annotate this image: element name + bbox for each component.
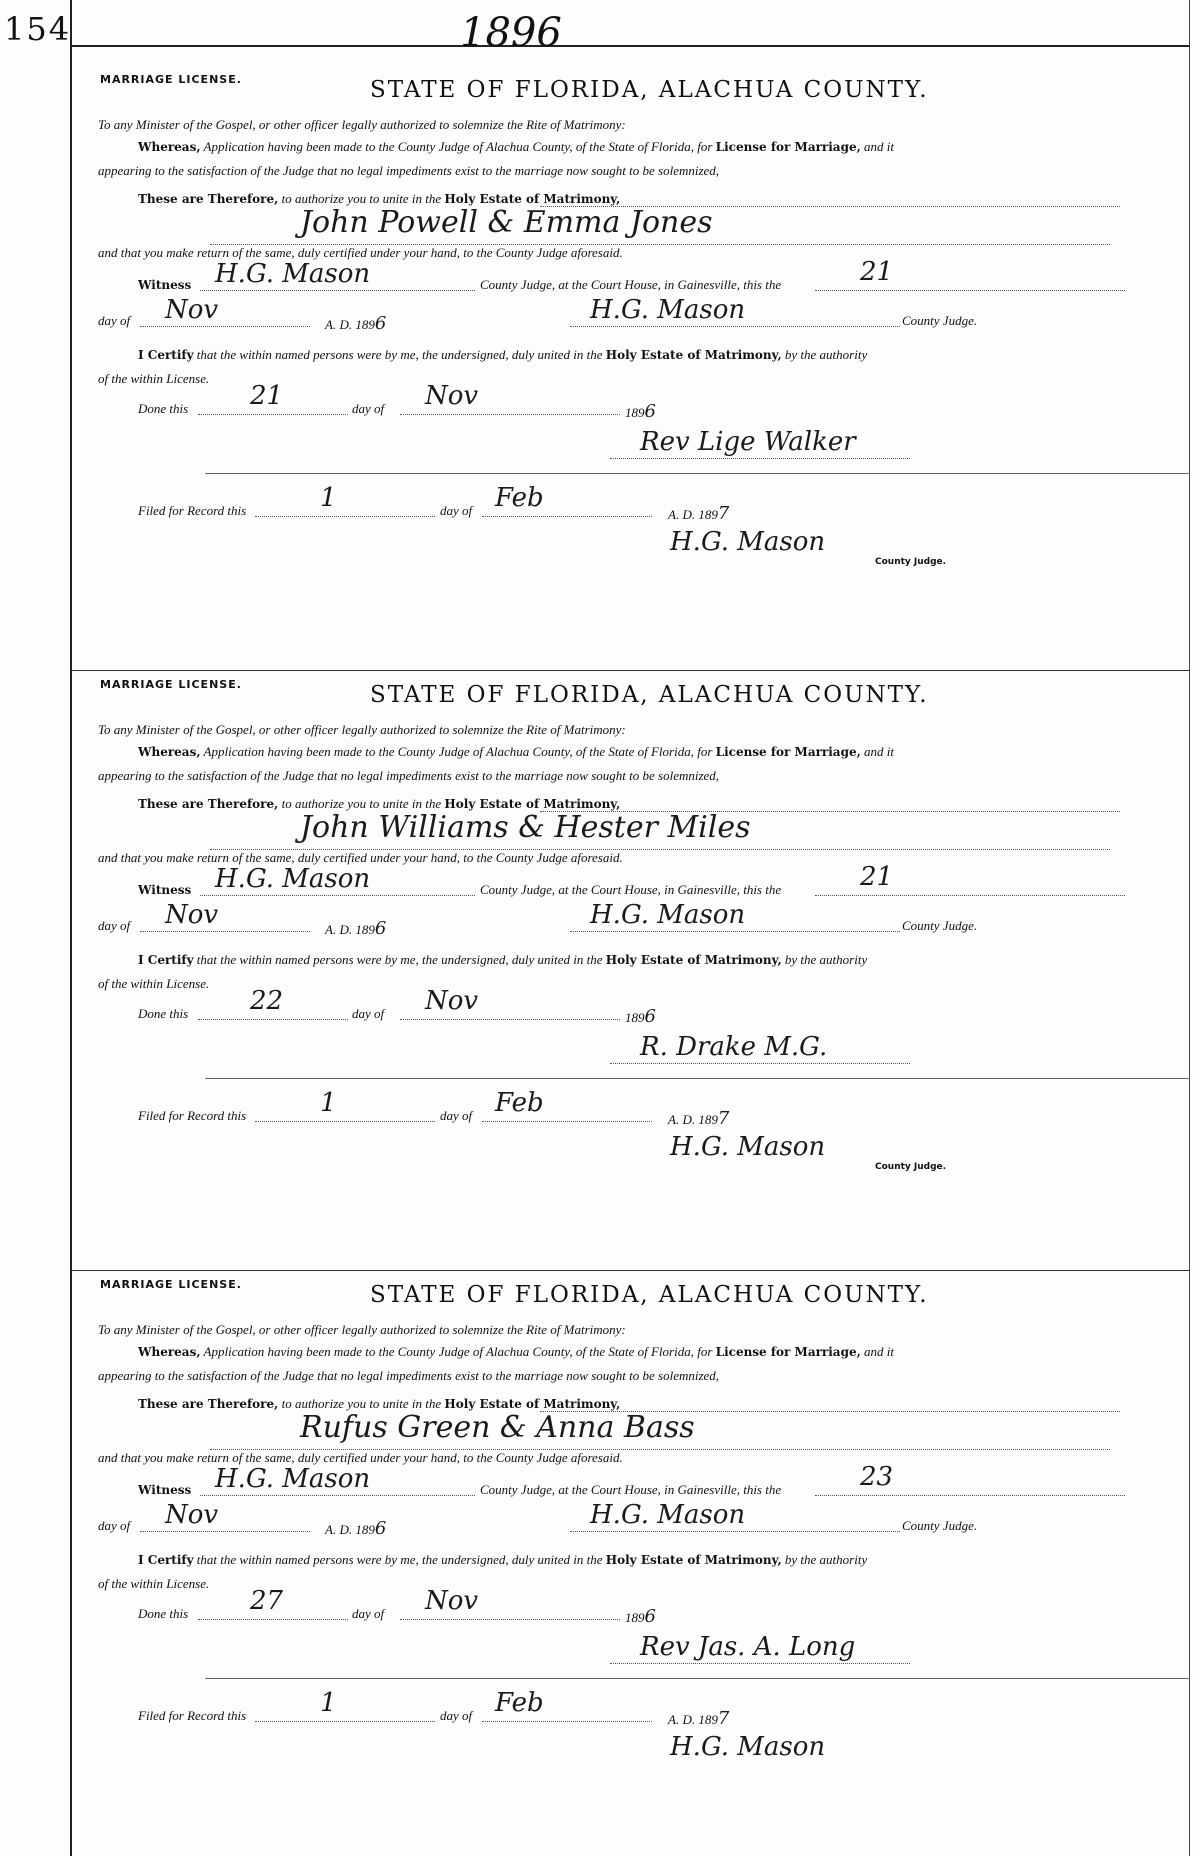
filed-year-prefix: A. D. 189 — [668, 1712, 718, 1727]
issue-month-fill-line — [140, 325, 310, 327]
judge-signature: H.G. Mason — [590, 900, 746, 930]
witness-word: Witness — [138, 1483, 192, 1497]
done-year-row — [625, 1606, 656, 1627]
to-authorize: to authorize you to unite in the — [281, 191, 442, 206]
issue-year-row — [325, 918, 386, 939]
done-year-row — [625, 1006, 656, 1027]
officiant-fill-line — [610, 1662, 910, 1664]
filed-year-digit: 7 — [717, 1708, 730, 1729]
witness-fill-line — [200, 894, 475, 896]
whereas-text: Application having been made to the County Judge of Alachua County, of the State of Florida, for — [203, 139, 713, 154]
filed-signature: H.G. Mason — [670, 527, 826, 557]
witness-row — [138, 277, 191, 293]
done-year: 189 — [625, 1610, 645, 1625]
witness-fill-line — [200, 1494, 475, 1496]
filed-month-fill-line — [482, 1120, 652, 1122]
done-day-fill-line — [198, 1018, 348, 1020]
issue-month-fill-line — [140, 930, 310, 932]
issue-month: Nov — [165, 1500, 219, 1530]
and-it: and it — [864, 139, 895, 154]
appearing-clause: appearing to the satisfaction of the Judge that no legal impediments exist to the marriage now sought to be solemnized, — [98, 1368, 720, 1383]
witness-signature: H.G. Mason — [215, 1464, 371, 1494]
by-the-authority: by the authority — [784, 347, 868, 362]
page-right-edge — [1189, 0, 1190, 1856]
make-return-clause: and that you make return of the same, duly certified under your hand, to the County Judge aforesaid. — [98, 245, 623, 260]
filed-divider — [205, 1678, 1190, 1679]
county-judge-label: County Judge. — [902, 918, 978, 933]
done-month: Nov — [425, 381, 479, 411]
issue-day-fill-line — [815, 1494, 1125, 1496]
certify-clause — [138, 952, 867, 968]
and-it: and it — [864, 1344, 895, 1359]
filed-for-record-label: Filed for Record this — [138, 1108, 247, 1123]
issue-year-row — [325, 1518, 386, 1539]
issue-day-fill-line — [815, 894, 1125, 896]
by-the-authority: by the authority — [784, 952, 868, 967]
filed-county-judge-label: County Judge. — [875, 1162, 947, 1172]
done-month-fill-line — [400, 1618, 620, 1620]
issue-year-digit: 6 — [374, 918, 387, 939]
appearing-clause: appearing to the satisfaction of the Judge that no legal impediments exist to the marriage now sought to be solemnized, — [98, 163, 720, 178]
filed-year-row — [668, 503, 729, 524]
done-year-digit: 6 — [644, 401, 656, 422]
page-year: 1896 — [460, 10, 562, 56]
page-number: 154 — [4, 10, 72, 48]
done-this-label: Done this — [138, 401, 189, 416]
filed-day: 1 — [320, 483, 337, 513]
filed-year-prefix: A. D. 189 — [668, 507, 718, 522]
and-it: and it — [864, 744, 895, 759]
certify-text: that the within named persons were by me, the undersigned, duly united in the — [196, 1552, 603, 1567]
filed-day: 1 — [320, 1688, 337, 1718]
filed-year-digit: 7 — [717, 1108, 730, 1129]
filed-county-judge-label: County Judge. — [875, 557, 947, 567]
issue-year-row — [325, 313, 386, 334]
of-the-within-license: of the within License. — [98, 976, 210, 991]
issue-year-digit: 6 — [374, 313, 387, 334]
done-day-of-label: day of — [352, 1606, 385, 1621]
done-month-fill-line — [400, 1018, 620, 1020]
county-judge-at-text: County Judge, at the Court House, in Gainesville, this the — [480, 1482, 782, 1497]
certify-text: that the within named persons were by me, the undersigned, duly united in the — [196, 347, 603, 362]
license-divider — [70, 1270, 1190, 1271]
county-judge-at-text: County Judge, at the Court House, in Gainesville, this the — [480, 277, 782, 292]
these-are-therefore: These are Therefore, — [138, 797, 279, 811]
judge-fill-line — [570, 930, 900, 932]
certify-clause — [138, 347, 867, 363]
judge-fill-line — [570, 325, 900, 327]
done-month-fill-line — [400, 413, 620, 415]
license-kind: MARRIAGE LICENSE. — [100, 1278, 242, 1291]
i-certify: I Certify — [138, 348, 194, 362]
done-day-fill-line — [198, 413, 348, 415]
to-authorize: to authorize you to unite in the — [281, 1396, 442, 1411]
done-year-digit: 6 — [644, 1006, 656, 1027]
filed-month-fill-line — [482, 515, 652, 517]
done-month: Nov — [425, 986, 479, 1016]
whereas-word: Whereas, — [138, 745, 201, 759]
filed-day-fill-line — [255, 1720, 435, 1722]
witness-row — [138, 882, 191, 898]
whereas-word: Whereas, — [138, 1345, 201, 1359]
witness-fill-line — [200, 289, 475, 291]
page-left-margin-rule — [70, 0, 72, 1856]
filed-month: Feb — [495, 483, 544, 513]
license-for-marriage: License for Marriage, — [715, 1345, 861, 1359]
done-year-row — [625, 401, 656, 422]
filed-day-fill-line — [255, 515, 435, 517]
filed-signature: H.G. Mason — [670, 1132, 826, 1162]
page-top-rule — [70, 45, 1190, 47]
done-year: 189 — [625, 405, 645, 420]
make-return-clause: and that you make return of the same, duly certified under your hand, to the County Judge aforesaid. — [98, 850, 623, 865]
issue-day: 21 — [860, 862, 894, 892]
filed-day: 1 — [320, 1088, 337, 1118]
officiant-signature: R. Drake M.G. — [640, 1032, 828, 1062]
whereas-word: Whereas, — [138, 140, 201, 154]
officiant-fill-line — [610, 1062, 910, 1064]
issue-year-prefix: A. D. 189 — [325, 1522, 375, 1537]
officiant-fill-line — [610, 457, 910, 459]
whereas-text: Application having been made to the County Judge of Alachua County, of the State of Florida, for — [203, 744, 713, 759]
witness-row — [138, 1482, 191, 1498]
these-are-therefore: These are Therefore, — [138, 192, 279, 206]
appearing-clause: appearing to the satisfaction of the Judge that no legal impediments exist to the marriage now sought to be solemnized, — [98, 768, 720, 783]
judge-fill-line — [570, 1530, 900, 1532]
filed-day-of-label: day of — [440, 1108, 473, 1123]
certify-text: that the within named persons were by me, the undersigned, duly united in the — [196, 952, 603, 967]
witness-signature: H.G. Mason — [215, 864, 371, 894]
done-month: Nov — [425, 1586, 479, 1616]
license-heading: STATE OF FLORIDA, ALACHUA COUNTY. — [370, 1282, 929, 1308]
filed-divider — [205, 473, 1190, 474]
license-kind: MARRIAGE LICENSE. — [100, 73, 242, 86]
filed-divider — [205, 1078, 1190, 1079]
done-day: 21 — [250, 381, 284, 411]
license-addressee: To any Minister of the Gospel, or other officer legally authorized to solemnize the Rite of Matrimony: — [98, 117, 626, 132]
issue-year-digit: 6 — [374, 1518, 387, 1539]
officiant-signature: Rev Lige Walker — [640, 427, 856, 457]
certify-clause — [138, 1552, 867, 1568]
filed-day-fill-line — [255, 1120, 435, 1122]
of-the-within-license: of the within License. — [98, 1576, 210, 1591]
holy-estate-of-matrimony-2: Holy Estate of Matrimony, — [605, 348, 782, 362]
issue-year-prefix: A. D. 189 — [325, 317, 375, 332]
issue-day-fill-line — [815, 289, 1125, 291]
issue-month: Nov — [165, 900, 219, 930]
filed-for-record-label: Filed for Record this — [138, 1708, 247, 1723]
license-divider — [70, 670, 1190, 671]
done-day-fill-line — [198, 1618, 348, 1620]
day-of-label: day of — [98, 1518, 131, 1533]
filed-signature: H.G. Mason — [670, 1732, 826, 1762]
day-of-label: day of — [98, 313, 131, 328]
officiant-signature: Rev Jas. A. Long — [640, 1632, 856, 1662]
done-day: 22 — [250, 986, 284, 1016]
done-this-label: Done this — [138, 1006, 189, 1021]
done-year-digit: 6 — [644, 1606, 656, 1627]
day-of-label: day of — [98, 918, 131, 933]
witness-word: Witness — [138, 883, 192, 897]
filed-year-row — [668, 1108, 729, 1129]
holy-estate-of-matrimony: Holy Estate of Matrimony, — [444, 1397, 621, 1411]
witness-word: Witness — [138, 278, 192, 292]
license-for-marriage: License for Marriage, — [715, 745, 861, 759]
whereas-clause — [138, 744, 894, 760]
filed-month-fill-line — [482, 1720, 652, 1722]
to-authorize: to authorize you to unite in the — [281, 796, 442, 811]
done-year: 189 — [625, 1010, 645, 1025]
holy-estate-of-matrimony: Holy Estate of Matrimony, — [444, 797, 621, 811]
license-for-marriage: License for Marriage, — [715, 140, 861, 154]
holy-estate-of-matrimony-2: Holy Estate of Matrimony, — [605, 1553, 782, 1567]
county-judge-at-text: County Judge, at the Court House, in Gainesville, this the — [480, 882, 782, 897]
done-this-label: Done this — [138, 1606, 189, 1621]
couple-names: Rufus Green & Anna Bass — [300, 1410, 695, 1445]
whereas-text: Application having been made to the County Judge of Alachua County, of the State of Florida, for — [203, 1344, 713, 1359]
license-heading: STATE OF FLORIDA, ALACHUA COUNTY. — [370, 77, 929, 103]
couple-names: John Powell & Emma Jones — [300, 205, 713, 240]
issue-month-fill-line — [140, 1530, 310, 1532]
done-day: 27 — [250, 1586, 284, 1616]
county-judge-label: County Judge. — [902, 313, 978, 328]
holy-estate-of-matrimony-2: Holy Estate of Matrimony, — [605, 953, 782, 967]
county-judge-label: County Judge. — [902, 1518, 978, 1533]
whereas-clause — [138, 1344, 894, 1360]
filed-month: Feb — [495, 1688, 544, 1718]
holy-estate-of-matrimony: Holy Estate of Matrimony, — [444, 192, 621, 206]
license-kind: MARRIAGE LICENSE. — [100, 678, 242, 691]
witness-signature: H.G. Mason — [215, 259, 371, 289]
issue-day: 23 — [860, 1462, 894, 1492]
done-day-of-label: day of — [352, 401, 385, 416]
issue-year-prefix: A. D. 189 — [325, 922, 375, 937]
issue-month: Nov — [165, 295, 219, 325]
by-the-authority: by the authority — [784, 1552, 868, 1567]
done-day-of-label: day of — [352, 1006, 385, 1021]
judge-signature: H.G. Mason — [590, 1500, 746, 1530]
i-certify: I Certify — [138, 1553, 194, 1567]
make-return-clause: and that you make return of the same, duly certified under your hand, to the County Judge aforesaid. — [98, 1450, 623, 1465]
filed-day-of-label: day of — [440, 503, 473, 518]
filed-month: Feb — [495, 1088, 544, 1118]
filed-year-digit: 7 — [717, 503, 730, 524]
judge-signature: H.G. Mason — [590, 295, 746, 325]
whereas-clause — [138, 139, 894, 155]
license-addressee: To any Minister of the Gospel, or other officer legally authorized to solemnize the Rite of Matrimony: — [98, 722, 626, 737]
i-certify: I Certify — [138, 953, 194, 967]
these-are-therefore: These are Therefore, — [138, 1397, 279, 1411]
couple-names: John Williams & Hester Miles — [300, 810, 751, 845]
filed-year-row — [668, 1708, 729, 1729]
of-the-within-license: of the within License. — [98, 371, 210, 386]
license-heading: STATE OF FLORIDA, ALACHUA COUNTY. — [370, 682, 929, 708]
filed-for-record-label: Filed for Record this — [138, 503, 247, 518]
issue-day: 21 — [860, 257, 894, 287]
filed-year-prefix: A. D. 189 — [668, 1112, 718, 1127]
filed-day-of-label: day of — [440, 1708, 473, 1723]
license-addressee: To any Minister of the Gospel, or other officer legally authorized to solemnize the Rite of Matrimony: — [98, 1322, 626, 1337]
